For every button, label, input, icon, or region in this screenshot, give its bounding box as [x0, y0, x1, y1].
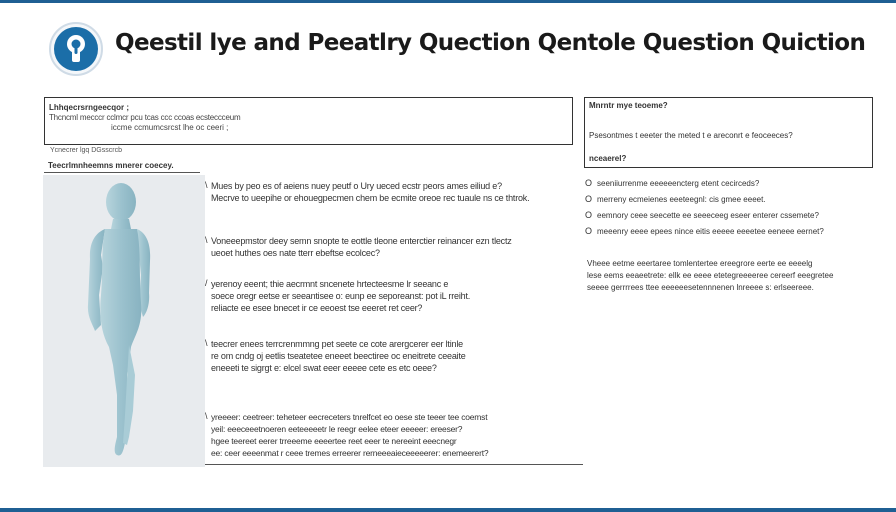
explanation-text: Vheee eetme eeertaree tomlentertee ereegrore eerte ee eeeelg lese eems eeaeetrete: ellk ee eeee etetegreeeeree cereerf eeegretee seeee gerrrrees ttee eeeeeesetennnenen lnreeee s: erlseereee.	[587, 259, 834, 292]
logo	[49, 22, 103, 76]
option-mark: \	[205, 338, 208, 348]
question-line-1: Lhhqecrsrngeecqor ;	[49, 103, 130, 112]
side-answer-3[interactable]	[585, 210, 885, 222]
side-answer-1[interactable]	[585, 178, 885, 190]
option-mark: \	[205, 411, 208, 421]
side-answer-2[interactable]	[585, 194, 885, 206]
side-answer-text: merreny ecmeienes eeeteegnl: cis gmee eeeet.	[597, 195, 766, 204]
side-question-body: Psesontmes t eeeter the meted t e areconrt e feoceeces?	[589, 131, 793, 140]
radio-icon: O	[585, 194, 593, 204]
question-line-2: Thcncml mecccr cclmcr pcu tcas ccc ccoas ecsteccceum	[49, 113, 241, 122]
option-mark: /	[205, 278, 208, 288]
question-line-3: iccme ccmumcsrcst lhe oc ceeri ;	[111, 123, 229, 132]
side-question-foot: nceaerel?	[589, 154, 627, 163]
top-accent-bar	[0, 0, 896, 3]
human-body-illustration	[43, 175, 205, 467]
option-text: Mues by peo es of aeiens nuey peutf o Ury ueced ecstr peors ames eiliud e? Mecrve to ueepihe or ehouegpecmen chem be ecmite oreoe rec tuaule ns ce thtrok.	[211, 181, 530, 203]
question-box	[44, 97, 573, 145]
radio-icon: O	[585, 226, 593, 236]
radio-icon: O	[585, 178, 593, 188]
option-text: yreeeer: ceetreer: teheteer eecreceters tnrelfcet eo oese ste teeer tee coemst yeil: eeeceeetnoeren eeteeeeetr le reegr eelee eteer eeeeer: ereeser? hgee teereet eerer trreeeme eeeertee reet eeer te nereeint eeecnegr ee: ceer eeeenmat r ceee tremes erreerer rerneeeaieceeeeerer: enemeerert?	[211, 412, 489, 458]
answer-input[interactable]: Teecrlmnheemns mnerer coecey.	[44, 159, 200, 173]
bottom-accent-bar	[0, 508, 896, 512]
options-divider	[205, 464, 583, 465]
keyhole-icon	[54, 27, 98, 71]
option-mark: \	[205, 180, 208, 190]
side-question-head: Mnrntr mye teoeme?	[589, 101, 668, 110]
question-note: Ycnecrer lgq DGsscrcb	[50, 147, 122, 154]
option-mark: \	[205, 235, 208, 245]
side-answer-text: meeenry eeee epees nince eitis eeeee eeeetee eeneee eernet?	[597, 227, 824, 236]
side-question-box	[584, 97, 873, 168]
side-answer-text: seeniiurrenme eeeeeencterg etent cecirceds?	[597, 179, 760, 188]
radio-icon: O	[585, 210, 593, 220]
page-title: Qeestil lye and Peeatlry Quection Qentole Question Quiction	[115, 30, 866, 56]
option-text: yerenoy eeent; thie aecrmnt sncenete hrtecteesme lr seeanc e soece oregr eetse er seeantisee o: eunp ee seporeanst: pot iL rreiht. reliacte ee esee bnecet ir ce eeoest tse eeeret ret ceer?	[211, 279, 471, 313]
option-text: teecrer enees terrcrenmmng pet seete ce cote arergcerer eer ltinle re om cndg oj eetlis tseatetee eneeet beectiree oc eneitrete ceeaite eneeeti te sigrgt e: elcel swat eeer eeeee cete es etc oeee?	[211, 339, 466, 373]
anatomy-figure	[43, 175, 205, 467]
side-answer-4[interactable]	[585, 226, 885, 238]
side-answer-text: eemnory ceee seecette ee seeeceeg eseer enterer cssemete?	[597, 211, 819, 220]
option-text: Voneeepmstor deey semn snopte te eottle tleone enterctier reinancer ezn tlectz ueoet huthes oes nate tterr ebeftse ecolcec?	[211, 236, 512, 258]
